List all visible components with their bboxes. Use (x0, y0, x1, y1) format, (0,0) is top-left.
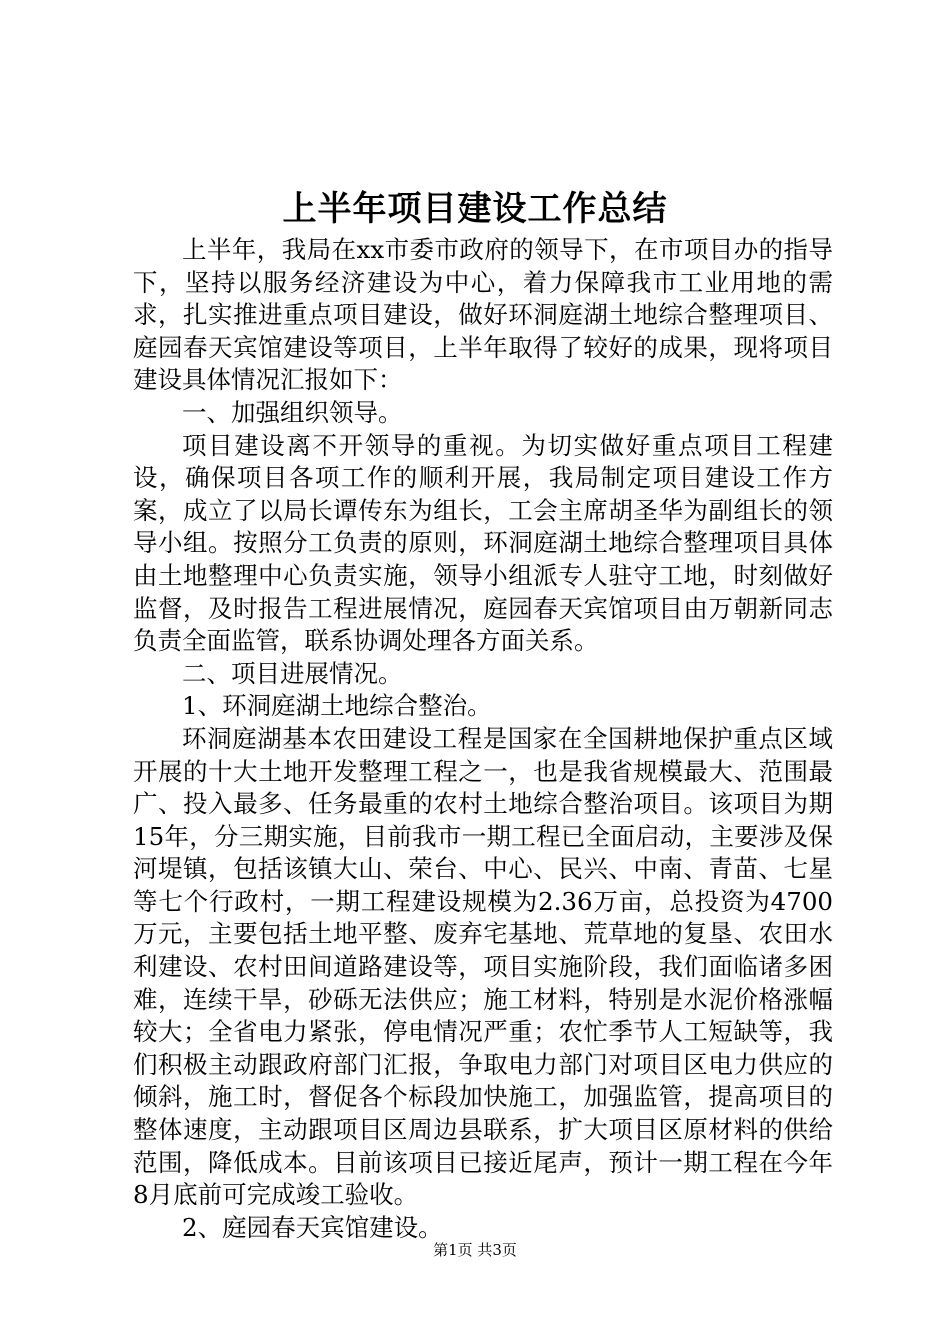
subsection-heading-hotel: 2、庭园春天宾馆建设。 (182, 1212, 443, 1242)
intro-paragraph: 上半年，我局在xx市委市政府的领导下，在市项目办的指导下，坚持以服务经济建设为中心，着力保障我市工业用地的需求，扎实推进重点项目建设，做好环洞庭湖土地综合整理项目、庭园春天宾馆建设等项目，上半年取得了较好的成果，现将项目建设具体情况汇报如下： (133, 235, 833, 395)
organization-paragraph: 项目建设离不开领导的重视。为切实做好重点项目工程建设，确保项目各项工作的顺利开展，我局制定项目建设工作方案，成立了以局长谭传东为组长，工会主席胡圣华为副组长的领导小组。按照分工负责的原则，环洞庭湖土地综合整理项目具体由土地整理中心负责实施，领导小组派专人驻守工地，时刻做好监督，及时报告工程进展情况，庭园春天宾馆项目由万朝新同志负责全面监管，联系协调处理各方面关系。 (133, 430, 833, 656)
section-heading-progress: 二、项目进展情况。 (182, 658, 403, 688)
document-title: 上半年项目建设工作总结 (282, 189, 668, 229)
subsection-heading-dongting: 1、环洞庭湖土地综合整治。 (182, 691, 492, 721)
page-number-footer: 第1页 共3页 (433, 1241, 517, 1259)
document-body (133, 234, 833, 1244)
section-heading-organization: 一、加强组织领导。 (182, 397, 403, 427)
dongting-paragraph: 环洞庭湖基本农田建设工程是国家在全国耕地保护重点区域开展的十大土地开发整理工程之一，也是我省规模最大、范围最广、投入最多、任务最重的农村土地综合整治项目。该项目为期15年，分三期实施，目前我市一期工程已全面启动，主要涉及保河堤镇，包括该镇大山、荣台、中心、民兴、中南、青苗、七星等七个行政村，一期工程建设规模为2.36万亩，总投资为4700万元，主要包括土地平整、废弃宅基地、荒草地的复垦、农田水利建设、农村田间道路建设等，项目实施阶段，我们面临诸多困难，连续干旱，砂砾无法供应；施工材料，特别是水泥价格涨幅较大；全省电力紧张，停电情况严重；农忙季节人工短缺等，我们积极主动跟政府部门汇报，争取电力部门对项目区电力供应的倾斜，施工时，督促各个标段加快施工，加强监管，提高项目的整体速度，主动跟项目区周边县联系，扩大项目区原材料的供给范围，降低成本。目前该项目已接近尾声，预计一期工程在今年8月底前可完成竣工验收。 (133, 723, 833, 1210)
